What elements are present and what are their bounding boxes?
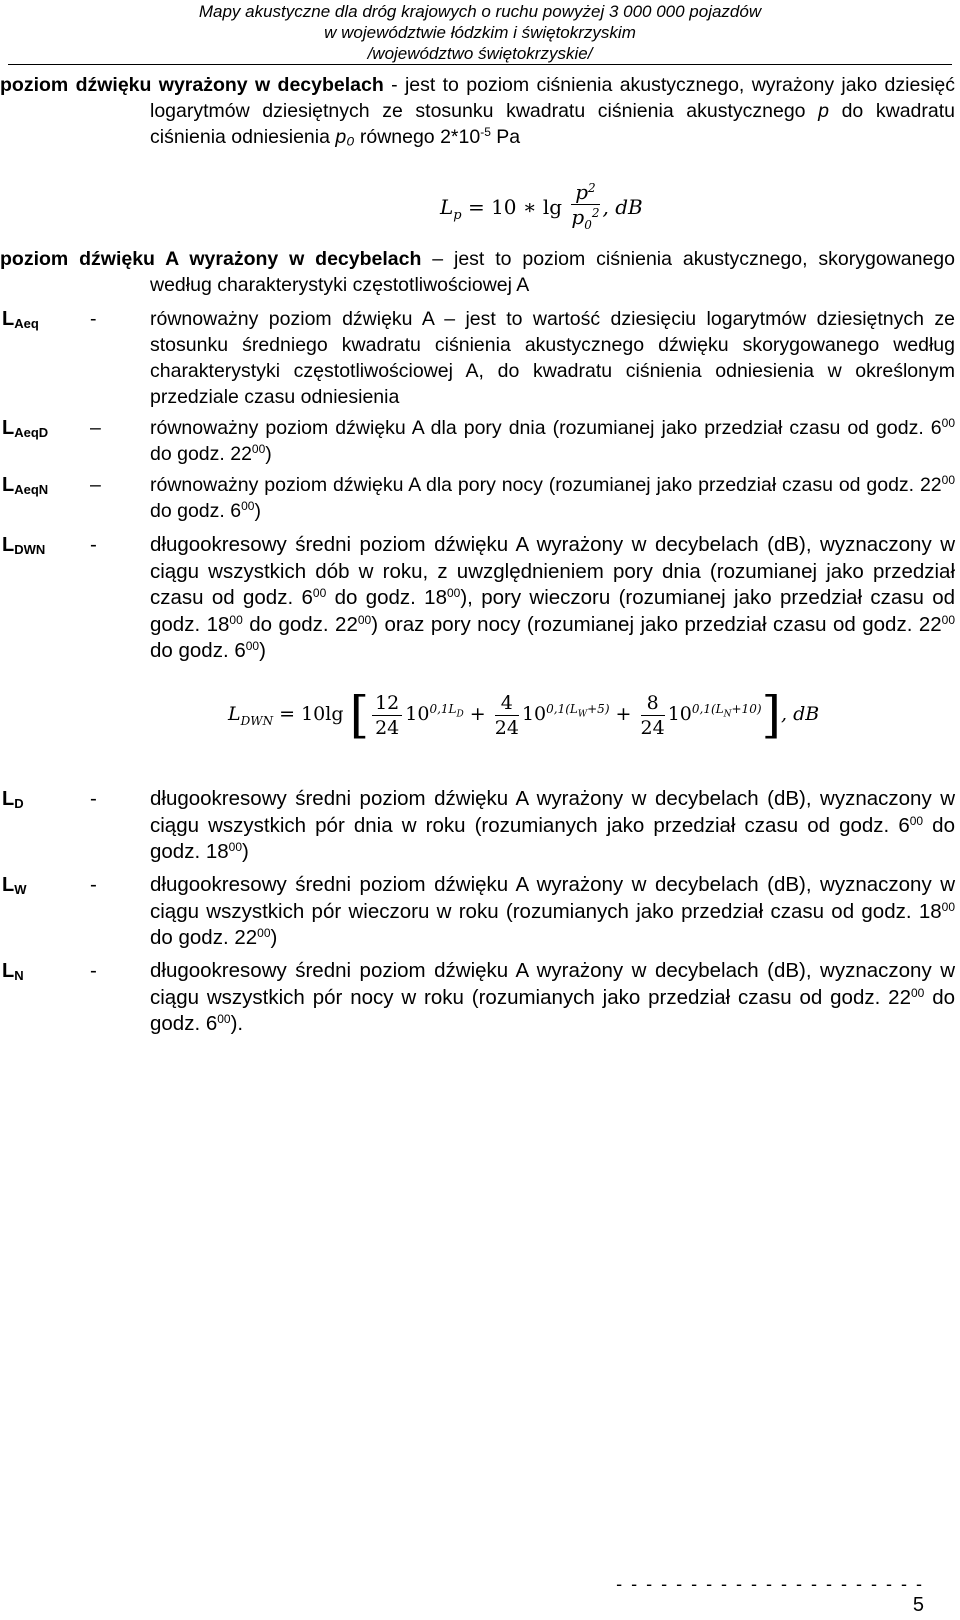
plus-sign: + <box>469 703 486 725</box>
definition-text: do kwadratu ciśnienia odniesienia <box>150 100 956 148</box>
symbol-dash: - <box>90 308 97 330</box>
fraction-denominator: p <box>571 205 585 229</box>
symbol-dash: - <box>90 873 97 896</box>
symbol-row-laeqd <box>0 415 955 467</box>
exponent: -5 <box>480 125 491 139</box>
page-header <box>0 0 960 64</box>
definition-term: poziom dźwięku A wyrażony w decybelach <box>0 248 422 270</box>
symbol-row-laeq <box>0 306 955 410</box>
formula-unit: , dB <box>781 703 820 725</box>
symbol-dash: – <box>90 417 101 439</box>
symbol-label: $L_{Aeq}$ <box>2 308 39 331</box>
formula-equals: = 10lg <box>273 703 344 725</box>
symbol-row-lw <box>0 872 955 952</box>
formula-lhs: L <box>228 703 241 725</box>
symbol-description: równoważny poziom dźwięku A dla pory nocy (rozumianej jako przedział czasu od godz. $22^{00}$ do godz. $6^{00}$) <box>150 473 955 522</box>
definition-text: równego 2*10 <box>354 126 481 148</box>
term-2-base: 10 <box>521 703 547 725</box>
formula-lhs-sub: DWN <box>240 713 274 728</box>
symbol-dash: – <box>90 474 101 496</box>
formula-ldwn <box>228 686 820 744</box>
fraction-2: $\frac{4}{24}$ <box>494 691 519 739</box>
definition-text: - jest to poziom ciśnienia akustycznego, wyrażony jako dziesięć logarytmów dziesiętnych ze stosunku kwadratu ciśnienia akustycznego <box>150 74 955 122</box>
symbol-description: długookresowy średni poziom dźwięku A wyrażony w decybelach (dB), wyznaczony w ciągu wszystkich pór dnia w roku (rozumianych jako przedział czasu od godz. $6^{00}$ do godz. $18^{00}$) <box>150 787 955 863</box>
fraction-numerator: p <box>575 180 589 204</box>
symbol-row-ldwn <box>0 532 955 665</box>
header-divider <box>8 64 952 65</box>
symbol-row-ld <box>0 786 955 866</box>
symbol-dash: - <box>90 959 97 982</box>
denominator-power: 2 <box>591 206 600 220</box>
symbol-description: długookresowy średni poziom dźwięku A wyrażony w decybelach (dB), wyznaczony w ciągu wszystkich pór wieczoru w roku (rozumianych jako przedział czasu od godz. $18^{00}$ do godz. $22^{00}$) <box>150 873 955 949</box>
definition-sound-level <box>0 72 955 150</box>
symbol-description: długookresowy średni poziom dźwięku A wyrażony w decybelach (dB), wyznaczony w ciągu wszystkich dób w roku, z uwzględnieniem pory dnia (rozumianej jako przedział czasu od godz. $6^{00}$ do godz. $18^{00}$), pory wieczoru (rozumianej jako przedział czasu od godz. $18^{00}$ do godz. $22^{00}$) oraz pory nocy (rozumianej jako przedział czasu od godz. $22^{00}$ do godz. $6^{00}$) <box>150 533 956 662</box>
formula-fraction <box>571 180 599 237</box>
symbol-label: $L_N$ <box>2 960 24 983</box>
symbol-row-laeqn <box>0 472 955 524</box>
term-1-exponent: 0,1LD <box>429 702 464 720</box>
right-bracket: ] <box>761 686 782 744</box>
header-line-3: /województwo świętokrzyskie/ <box>367 44 593 63</box>
symbol-description: równoważny poziom dźwięku A dla pory dnia (rozumianej jako przedział czasu od godz. $6^{00}$ do godz. $22^{00}$) <box>150 416 955 465</box>
symbol-label: $L_W$ <box>2 874 27 897</box>
header-line-1: Mapy akustyczne dla dróg krajowych o ruchu powyżej 3 000 000 pojazdów <box>198 2 762 21</box>
symbol-dash: - <box>90 787 97 810</box>
symbol-p0: p₀ <box>335 126 355 148</box>
formula-lhs-sub: p <box>453 208 462 223</box>
plus-sign: + <box>615 703 632 725</box>
symbol-p: p <box>818 100 829 122</box>
definition-sound-level-a <box>0 246 955 298</box>
symbol-row-ln <box>0 958 955 1038</box>
term-3-exponent: 0,1(LN+10) <box>691 702 762 720</box>
formula-unit: , dB <box>602 195 643 219</box>
footer-separator: - - - - - - - - - - - - - - - - - - - - - <box>616 1574 924 1594</box>
fraction-1: $\frac{12}{24}$ <box>372 691 402 740</box>
term-3-base: 10 <box>667 703 692 725</box>
definition-term: poziom dźwięku wyrażony w decybelach <box>0 74 384 96</box>
symbol-label: $L_{DWN}$ <box>2 534 46 557</box>
symbol-label: $L_{AeqN}$ <box>2 474 49 497</box>
term-1-base: 10 <box>405 703 430 725</box>
symbol-label: $L_{AeqD}$ <box>2 417 49 440</box>
symbol-label: $L_D$ <box>2 788 24 811</box>
definition-text: Pa <box>490 126 521 148</box>
symbol-description: długookresowy średni poziom dźwięku A wyrażony w decybelach (dB), wyznaczony w ciągu wszystkich pór nocy w roku (rozumianych jako przedział czasu od godz. $22^{00}$ do godz. $6^{00}$). <box>150 959 955 1035</box>
symbol-description: równoważny poziom dźwięku A – jest to wartość dziesięciu logarytmów dziesiętnych ze stosunku średniego kwadratu ciśnienia akustycznego dźwięku skorygowanego według charakterystyki częstotliwościowej A, do kwadratu ciśnienia odniesienia w określonym przedziale czasu odniesienia <box>150 308 955 408</box>
numerator-power: 2 <box>588 181 596 195</box>
denominator-sub: 0 <box>584 218 592 232</box>
header-line-2: w województwie łódzkim i świętokrzyskim <box>324 23 636 42</box>
formula-equals: = 10 ∗ lg <box>461 195 563 219</box>
term-2-exponent: 0,1(LW+5) <box>546 702 610 720</box>
symbol-dash: - <box>90 533 97 556</box>
left-bracket: [ <box>349 686 370 744</box>
formula-lhs: L <box>440 195 454 219</box>
page-number: 5 <box>912 1594 924 1616</box>
definition-text: – jest to poziom ciśnienia akustycznego, skorygowanego według charakterystyki częstotliwościowej A <box>150 248 955 296</box>
formula-lp <box>440 180 643 237</box>
fraction-3: $\frac{8}{24}$ <box>640 691 665 739</box>
